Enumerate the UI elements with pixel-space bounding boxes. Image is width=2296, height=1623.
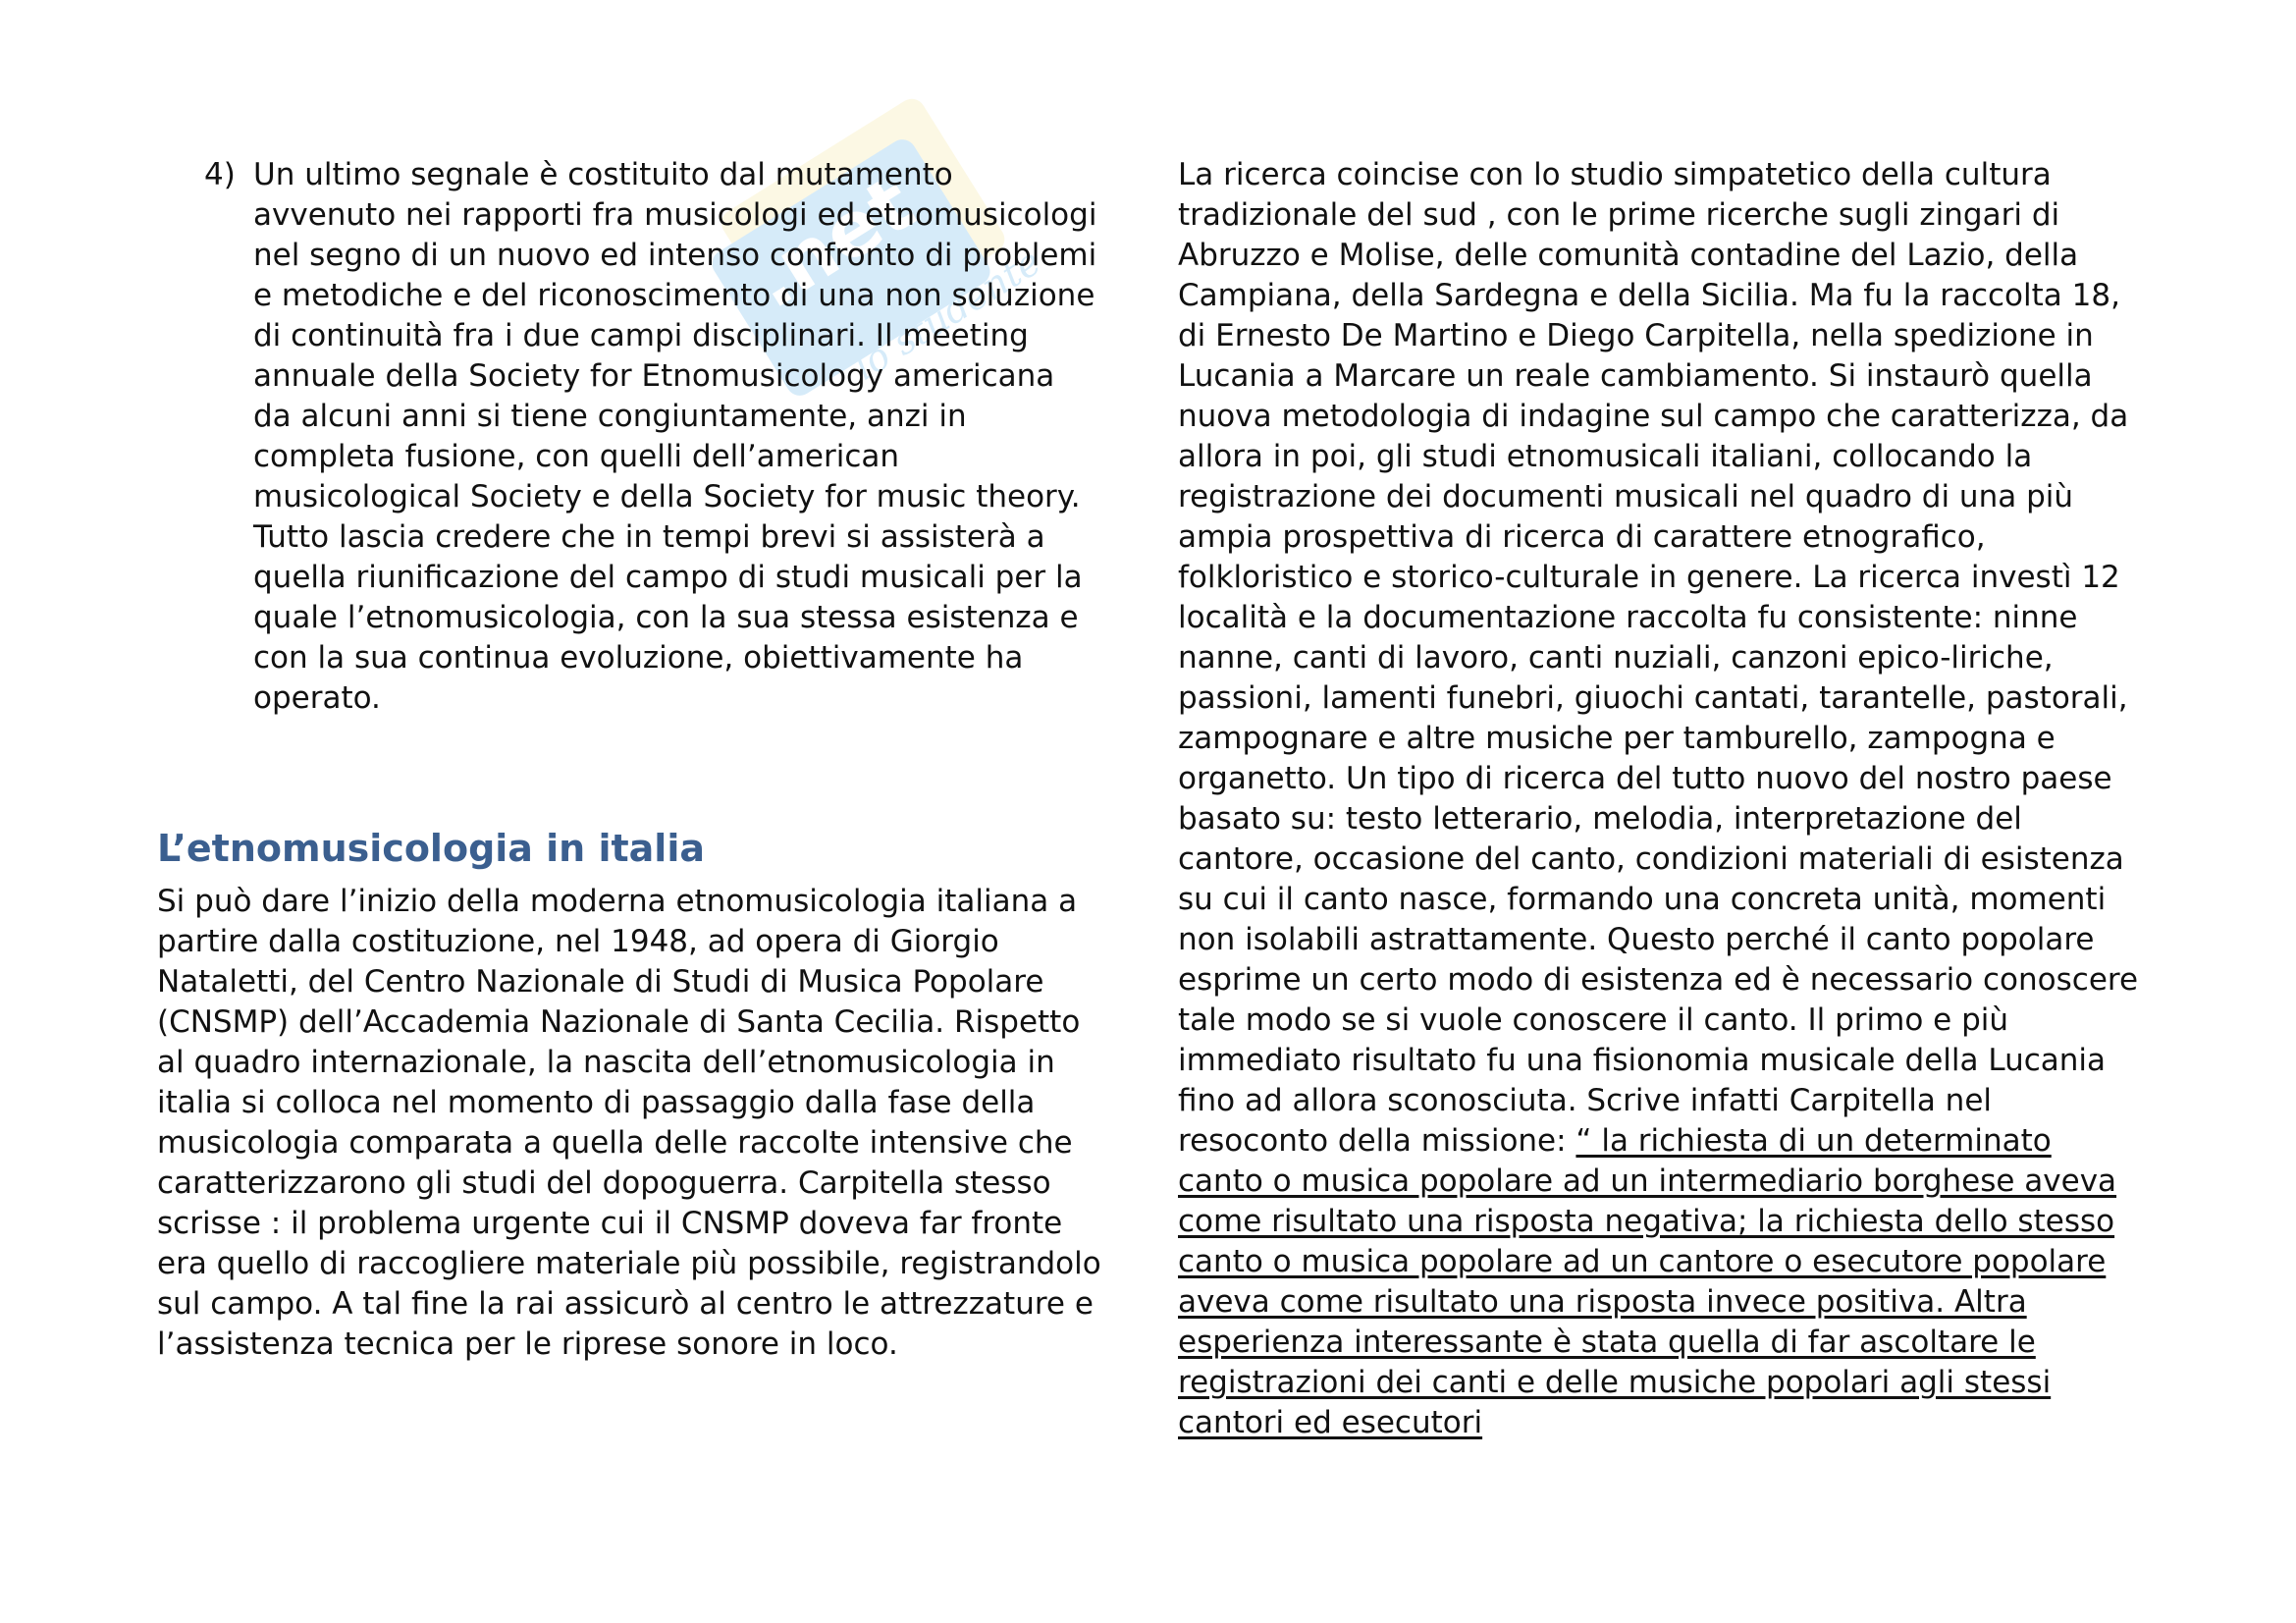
list-item-text: Un ultimo segnale è costituito dal mutamento avvenuto nei rapporti fra musicologi ed etnomusicologi nel segno di un nuovo ed intenso confronto di problemi e metodiche e del riconoscimento di una non soluzione di continuità fra i due campi disciplinari. Il meeting annuale della Society for Etnomusicology americana da alcuni anni si tiene congiuntamente, anzi in completa fusione, con quelli dell’american musicological Society e della Society for music theory. Tutto lascia credere che in tempi brevi si assisterà a quella riunificazione del campo di studi musicali per la quale l’etnomusicologia, con la sua stessa esistenza e con la sua continua evoluzione, obiettivamente ha operato. xyxy=(253,157,1097,716)
left-column xyxy=(157,155,1101,1365)
section-heading: L’etnomusicologia in italia xyxy=(157,827,705,870)
watermark-brand-text: .net xyxy=(736,159,930,327)
right-column xyxy=(1178,155,2140,1443)
right-column-quote-text: “ la richiesta di un determinato canto o musica popolare ad un intermediario borghese aveva come risultato una risposta negativa; la richiesta dello stesso canto o musica popolare ad un cantore o esecutore popolare aveva come risultato una risposta invece positiva. Altra esperienza interessante è stata quella di far ascoltare le registrazioni dei canti e delle musiche popolari agli stessi cantori ed esecutori xyxy=(1178,1123,2117,1440)
right-column-main-text: La ricerca coincise con lo studio simpatetico della cultura tradizionale del sud , con le prime ricerche sugli zingari di Abruzzo e Molise, delle comunità contadine del Lazio, della Campiana, della Sardegna e della Sicilia. Ma fu la raccolta 18, di Ernesto De Martino e Diego Carpitella, nella spedizione in Lucania a Marcare un reale cambiamento. Si instaurò quella nuova metodologia di indagine sul campo che caratterizza, da allora in poi, gli studi etnomusicali italiani, collocando la registrazione dei documenti musicali nel quadro di una più ampia prospettiva di ricerca di carattere etnografico, folkloristico e storico-culturale in genere. La ricerca investì 12 località e la documentazione raccolta fu consistente: ninne nanne, canti di lavoro, canti nuziali, canzoni epico-liriche, passioni, lamenti funebri, giuochi cantati, tarantelle, pastorali, zampognare e altre musiche per tamburello, zampogna e organetto. Un tipo di ricerca del tutto nuovo del nostro paese basato su: testo letterario, melodia, interpretazione del cantore, occasione del canto, condizioni materiali di esistenza su cui il canto nasce, formando una concreta unità, momenti non isolabili astrattamente. Questo perché il canto popolare esprime un certo modo di esistenza ed è necessario conoscere tale modo se si vuole conoscere il canto. Il primo e più immediato risultato fu una fisionomia musicale della Lucania fino ad allora sconosciuta. Scrive infatti Carpitella nel resoconto della missione: xyxy=(1178,157,2139,1159)
list-number: 4) xyxy=(204,157,236,192)
numbered-list-item xyxy=(204,155,1101,719)
section-paragraph: Si può dare l’inizio della moderna etnomusicologia italiana a partire dalla costituzione, nel 1948, ad opera di Giorgio Nataletti, del Centro Nazionale di Studi di Musica Popolare (CNSMP) dell’Accademia Nazionale di Santa Cecilia. Rispetto al quadro internazionale, la nascita dell’etnomusicologia in italia si colloca nel momento di passaggio dalla fase della musicologia comparata a quella delle raccolte intensive che caratterizzarono gli studi del dopoguerra. Carpitella stesso scrisse : il problema urgente cui il CNSMP doveva far fronte era quello di raccogliere materiale più possibile, registrandolo sul campo. A tal fine la rai assicurò al centro le attrezzature e l’assistenza tecnica per le riprese sonore in loco. xyxy=(157,884,1101,1362)
watermark-tagline-text: lo studente xyxy=(845,240,1048,389)
right-column-paragraph xyxy=(1178,155,2140,1443)
